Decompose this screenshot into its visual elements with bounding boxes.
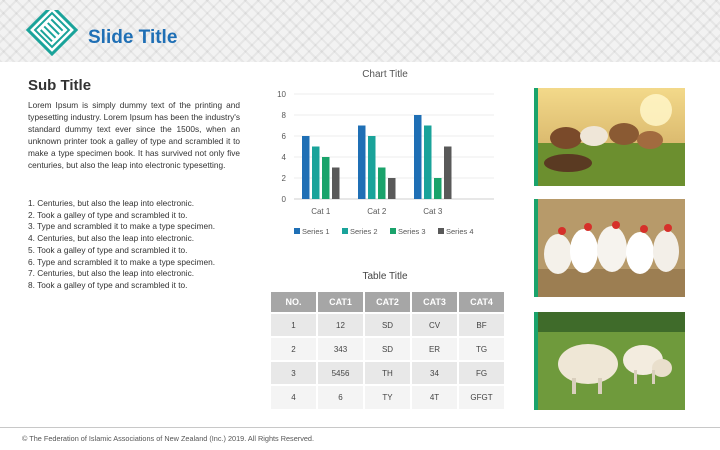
table-cell: 1 xyxy=(271,313,317,337)
table-cell: 2 xyxy=(271,337,317,361)
y-tick-label: 4 xyxy=(281,153,286,162)
bar-series-3 xyxy=(322,157,330,199)
table-row xyxy=(271,361,505,385)
list-item: 7. Centuries, but also the leap into electronic. xyxy=(28,268,195,279)
list-item: 5. Took a galley of type and scrambled it to. xyxy=(28,244,188,255)
footer-divider xyxy=(0,427,720,428)
table-header-row xyxy=(271,292,505,313)
table-cell: 6 xyxy=(317,385,364,409)
y-tick-label: 10 xyxy=(277,90,286,99)
chart-title: Chart Title xyxy=(362,69,408,80)
table-cell: CV xyxy=(411,313,458,337)
table-cell: SD xyxy=(364,313,411,337)
bar-series-1 xyxy=(302,136,310,199)
y-tick-label: 8 xyxy=(281,111,286,120)
slide-title: Slide Title xyxy=(88,27,178,48)
table-cell: 4T xyxy=(411,385,458,409)
sub-title: Sub Title xyxy=(28,77,92,94)
legend-label: Series 1 xyxy=(302,227,330,236)
chickens-photo xyxy=(534,199,685,297)
table-cell: SD xyxy=(364,337,411,361)
cows-photo xyxy=(534,88,685,186)
table-row xyxy=(271,337,505,361)
table-row xyxy=(271,385,505,409)
bar-series-2 xyxy=(368,136,376,199)
table-cell: BF xyxy=(458,313,505,337)
table-cell: 3 xyxy=(271,361,317,385)
list-item: 3. Type and scrambled it to make a type specimen. xyxy=(28,221,216,232)
table-cell: FG xyxy=(458,361,505,385)
list-item: 2. Took a galley of type and scrambled it to. xyxy=(28,209,188,220)
bar-series-4 xyxy=(388,178,396,199)
legend-label: Series 4 xyxy=(446,227,474,236)
table-cell: 4 xyxy=(271,385,317,409)
table-cell: TH xyxy=(364,361,411,385)
legend-swatch xyxy=(390,228,396,234)
bar-series-3 xyxy=(378,168,386,200)
organization-logo-icon xyxy=(24,10,80,66)
bar-series-1 xyxy=(358,126,366,200)
list-item: 1. Centuries, but also the leap into electronic. xyxy=(28,198,195,208)
bar-series-2 xyxy=(312,147,320,200)
table-header-cell: CAT3 xyxy=(411,292,458,313)
table-cell: TG xyxy=(458,337,505,361)
legend-swatch xyxy=(342,228,348,234)
table-header-cell: CAT2 xyxy=(364,292,411,313)
x-tick-label: Cat 1 xyxy=(311,207,331,216)
table-cell: TY xyxy=(364,385,411,409)
bar-series-2 xyxy=(424,126,432,200)
list-item: 4. Centuries, but also the leap into electronic. xyxy=(28,233,195,244)
bar-series-3 xyxy=(434,178,442,199)
table-header-cell: CAT1 xyxy=(317,292,364,313)
table-cell: 343 xyxy=(317,337,364,361)
data-table xyxy=(271,292,506,409)
table-title: Table Title xyxy=(362,271,408,282)
legend-swatch xyxy=(294,228,300,234)
body-paragraph: Lorem Ipsum is simply dummy text of the printing and typesetting industry. Lorem Ipsum has been the industry's standard dummy text ever since the 1500s, when an unknown printer took a galley of type and scrambled it to make a type specimen book. It has survived not only five centuries, but also the leap into electronic typesetting. xyxy=(28,100,240,170)
header-banner xyxy=(0,0,720,62)
sheep-photo xyxy=(534,312,685,410)
x-tick-label: Cat 3 xyxy=(423,207,443,216)
bar-chart xyxy=(268,84,498,244)
bar-series-1 xyxy=(414,115,422,199)
legend-label: Series 3 xyxy=(398,227,426,236)
table-cell: 5456 xyxy=(317,361,364,385)
bar-series-4 xyxy=(444,147,452,200)
table-header-cell: CAT4 xyxy=(458,292,505,313)
x-tick-label: Cat 2 xyxy=(367,207,387,216)
copyright-footer: © The Federation of Islamic Associations of New Zealand (Inc.) 2019. All Rights Reserved. xyxy=(22,434,314,443)
y-tick-label: 2 xyxy=(281,174,286,183)
list-item: 8. Took a galley of type and scrambled it to. xyxy=(28,279,188,290)
table-cell: ER xyxy=(411,337,458,361)
table-cell: GFGT xyxy=(458,385,505,409)
table-header-cell: NO. xyxy=(271,292,317,313)
y-tick-label: 6 xyxy=(281,132,286,141)
legend-swatch xyxy=(438,228,444,234)
legend-label: Series 2 xyxy=(350,227,378,236)
list-item: 6. Type and scrambled it to make a type specimen. xyxy=(28,256,216,267)
bar-series-4 xyxy=(332,168,340,200)
numbered-list xyxy=(28,198,258,292)
y-tick-label: 0 xyxy=(281,195,286,204)
table-row xyxy=(271,313,505,337)
table-cell: 12 xyxy=(317,313,364,337)
table-cell: 34 xyxy=(411,361,458,385)
